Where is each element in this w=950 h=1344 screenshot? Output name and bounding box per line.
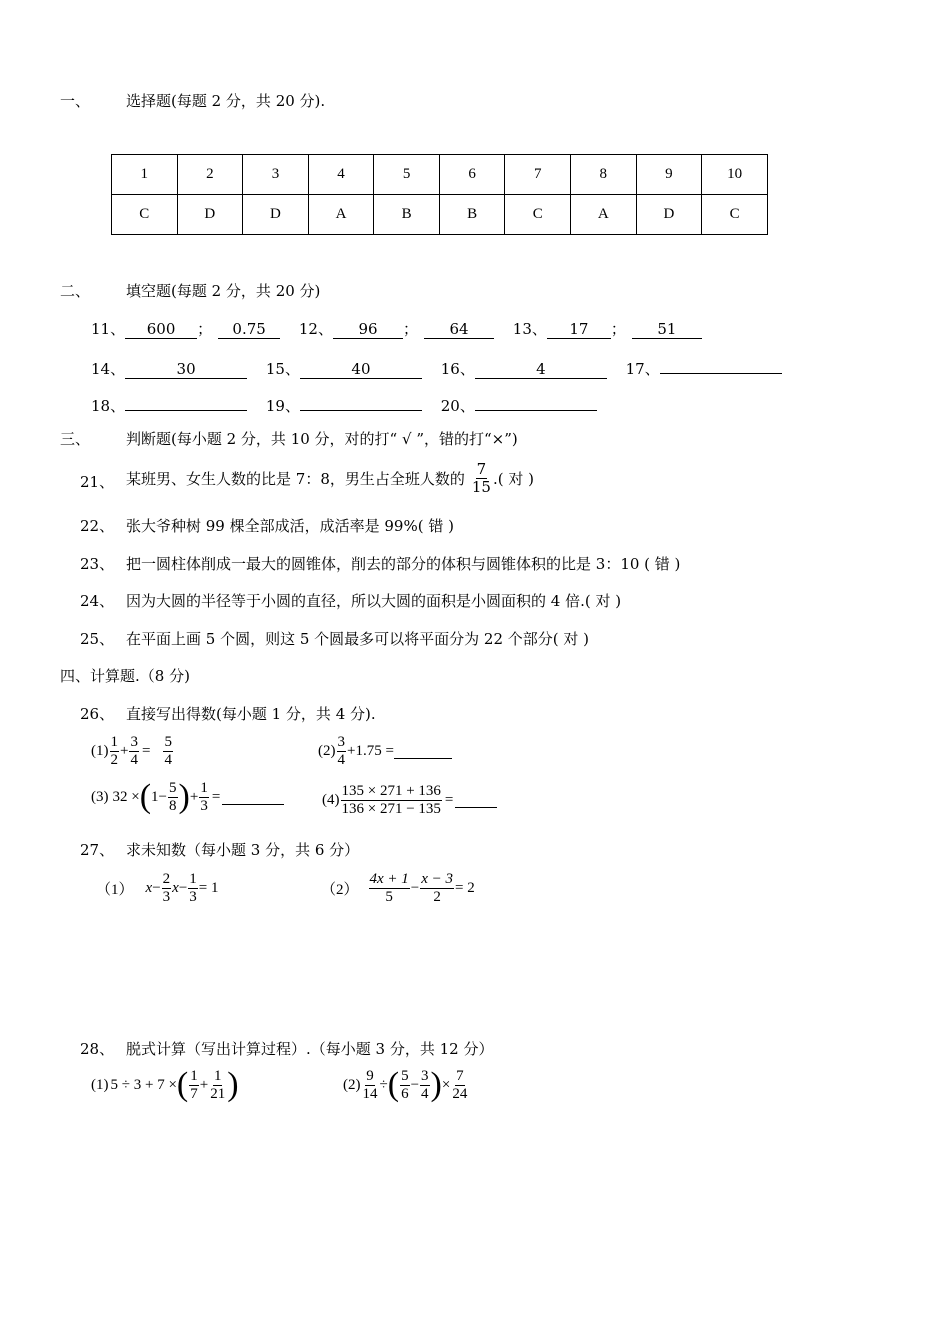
q15-answer: 40 [300, 360, 422, 379]
q21-number: 21、 [80, 473, 115, 491]
q23-text: 把一圆柱体削成一最大的圆锥体，削去的部分的体积与圆锥体积的比是 3：10 ( 错 ) [126, 555, 681, 573]
q28-text: 脱式计算（写出计算过程）.（每小题 3 分，共 12 分） [126, 1040, 494, 1058]
denominator: 6 [401, 1085, 409, 1102]
q11-answer-a: 600 [125, 320, 197, 339]
item-label: （1） [96, 881, 134, 898]
numerator: 7 [476, 460, 487, 478]
answer-table [111, 154, 768, 235]
calc-28-1 [91, 1068, 239, 1102]
fill-row-2 [91, 355, 782, 379]
answer-fraction [163, 734, 173, 768]
section-3-number: 三、 [60, 430, 91, 448]
denominator: 4 [337, 751, 345, 768]
expression: +1.75 = [347, 742, 394, 759]
numerator: 3 [130, 734, 138, 750]
q16-number: 16、 [440, 360, 475, 378]
separator: ； [402, 320, 418, 338]
table-cell: 9 [636, 155, 702, 195]
table-cell: A [570, 195, 636, 235]
q26-text: 直接写出得数(每小题 1 分，共 4 分). [126, 705, 376, 723]
table-cell: 7 [505, 155, 571, 195]
fraction [110, 734, 120, 768]
fraction [420, 871, 454, 905]
table-cell: 4 [308, 155, 374, 195]
q15-number: 15、 [265, 360, 300, 378]
left-paren: ( [387, 1066, 400, 1103]
fraction [209, 1068, 226, 1102]
table-cell: C [112, 195, 178, 235]
table-cell: 1 [112, 155, 178, 195]
q17-answer-blank [660, 355, 782, 374]
table-cell: 2 [177, 155, 243, 195]
fraction [362, 1068, 379, 1102]
fraction [199, 780, 209, 814]
equation-27-2 [321, 871, 475, 905]
denominator: 15 [471, 477, 491, 496]
section-2-number: 二、 [60, 282, 91, 300]
q27-text: 求未知数（每小题 3 分，共 6 分） [126, 841, 360, 859]
q14-answer: 30 [125, 360, 247, 379]
denominator: 7 [190, 1085, 198, 1102]
item-label: (4) [322, 791, 340, 808]
denominator: 2 [433, 888, 441, 905]
denominator: 24 [452, 1085, 468, 1102]
operator: − [158, 788, 168, 805]
calc-26-3 [91, 780, 284, 814]
table-cell: 6 [439, 155, 505, 195]
operator: + [199, 1076, 209, 1093]
equals: = [211, 788, 221, 805]
table-row [112, 155, 768, 195]
numerator: 9 [366, 1068, 374, 1084]
q19-number: 19、 [265, 397, 300, 415]
numerator: 5 [401, 1068, 409, 1084]
table-cell: B [374, 195, 440, 235]
q25-text: 在平面上画 5 个圆，则这 5 个圆最多可以将平面分为 22 个部分( 对 ) [126, 630, 590, 648]
denominator: 14 [362, 1085, 378, 1102]
table-cell: 3 [243, 155, 309, 195]
numerator: 1 [200, 780, 208, 796]
table-cell: A [308, 195, 374, 235]
fraction [129, 734, 139, 768]
q28-number: 28、 [80, 1040, 115, 1058]
numerator: 1 [189, 871, 197, 887]
calc-26-1 [91, 734, 174, 768]
numerator: 1 [213, 1068, 222, 1084]
fraction [337, 734, 347, 768]
q19-answer-blank [300, 392, 422, 411]
q14-number: 14、 [91, 360, 126, 378]
fraction [188, 871, 198, 905]
fraction [420, 1068, 430, 1102]
equals: = [141, 742, 151, 759]
table-cell: C [702, 195, 768, 235]
fill-row-3 [91, 392, 597, 416]
answer-blank [394, 744, 452, 759]
section-3-title: 判断题(每小题 2 分，共 10 分，对的打“ √ ”，错的打“×”) [126, 430, 518, 448]
right-paren: ) [227, 1066, 239, 1103]
number: 1 [151, 788, 159, 805]
operator: − [410, 879, 420, 896]
q13-answer-a: 17 [547, 320, 611, 339]
table-cell: D [177, 195, 243, 235]
table-cell: D [636, 195, 702, 235]
q22-number: 22、 [80, 517, 115, 535]
numerator: 2 [162, 871, 171, 887]
fraction [341, 783, 442, 817]
q13-answer-b: 51 [632, 320, 702, 339]
separator: ； [610, 320, 626, 338]
equals: = [444, 791, 454, 808]
q11-number: 11、 [91, 320, 126, 338]
q18-answer-blank [125, 392, 247, 411]
numerator: 5 [164, 734, 172, 750]
q12-answer-b: 64 [424, 320, 494, 339]
denominator: 3 [200, 797, 208, 814]
left-paren: ( [139, 778, 152, 815]
expression: 5 ÷ 3 + 7 × [110, 1076, 177, 1093]
denominator: 3 [189, 888, 197, 905]
q22-text: 张大爷种树 99 棵全部成活，成活率是 99%( 错 ) [126, 517, 454, 535]
section-2-title: 填空题(每题 2 分，共 20 分) [126, 282, 321, 300]
q23-number: 23、 [80, 555, 115, 573]
table-cell: C [505, 195, 571, 235]
q21-answer: .( 对 ) [492, 469, 534, 488]
section-1-number: 一、 [60, 92, 91, 110]
q12-number: 12、 [298, 320, 333, 338]
numerator: 3 [337, 734, 345, 750]
operator: − [152, 879, 161, 896]
answer-blank [455, 793, 497, 808]
q20-answer-blank [475, 392, 597, 411]
right-paren: ) [430, 1066, 442, 1103]
q12-answer-a: 96 [333, 320, 403, 339]
calc-26-4 [322, 783, 497, 817]
fraction [162, 871, 172, 905]
left-paren: ( [176, 1066, 189, 1103]
fill-row-1 [91, 318, 702, 339]
table-cell: 8 [570, 155, 636, 195]
q21-fraction [471, 461, 492, 495]
table-cell: B [439, 195, 505, 235]
numerator: 135 × 271 + 136 [341, 783, 441, 799]
denominator: 4 [164, 751, 172, 768]
numerator: 1 [110, 734, 118, 750]
denominator: 4 [421, 1085, 429, 1102]
calc-28-2 [343, 1068, 469, 1102]
fraction [189, 1068, 199, 1102]
section-1-title: 选择题(每题 2 分，共 20 分). [126, 92, 326, 110]
item-label: (2) [343, 1076, 361, 1093]
q16-answer: 4 [475, 360, 607, 379]
q25-number: 25、 [80, 630, 115, 648]
q21 [126, 461, 534, 495]
q17-number: 17、 [625, 360, 660, 378]
equation-27-1 [96, 871, 219, 905]
fraction [369, 871, 410, 905]
fraction [400, 1068, 410, 1102]
variable: x [145, 879, 153, 896]
denominator: 5 [385, 888, 393, 905]
q18-number: 18、 [91, 397, 126, 415]
denominator: 21 [210, 1085, 226, 1102]
fraction [451, 1068, 468, 1102]
expression: 32 × [112, 788, 140, 805]
q27-number: 27、 [80, 841, 115, 859]
right-paren: ) [178, 778, 190, 815]
operator: × [441, 1076, 451, 1093]
fraction [168, 780, 178, 814]
numerator: 3 [421, 1068, 429, 1084]
operator: − [178, 879, 188, 896]
table-row [112, 195, 768, 235]
q21-text: 某班男、女生人数的比是 7：8，男生占全班人数的 [126, 469, 465, 488]
numerator: 1 [190, 1068, 198, 1084]
table-cell: 5 [374, 155, 440, 195]
numerator: x − 3 [421, 871, 454, 887]
denominator: 4 [130, 751, 138, 768]
numerator: 4x + 1 [369, 871, 409, 887]
table-cell: 10 [702, 155, 768, 195]
equals: = 1 [198, 879, 219, 896]
equals: = 2 [455, 879, 475, 896]
numerator: 5 [169, 780, 177, 796]
item-label: (1) [91, 1076, 109, 1093]
item-label: (2) [318, 742, 336, 759]
table-cell: D [243, 195, 309, 235]
denominator: 3 [162, 888, 171, 905]
operator: + [120, 742, 129, 759]
separator: ； [197, 320, 213, 338]
item-label: (3) [91, 788, 109, 805]
answer-blank [222, 790, 284, 805]
denominator: 136 × 271 − 135 [341, 800, 441, 817]
variable: x [172, 879, 179, 896]
q24-text: 因为大圆的半径等于小圆的直径，所以大圆的面积是小圆面积的 4 倍.( 对 ) [126, 592, 622, 610]
calc-26-2 [318, 734, 452, 768]
numerator: 7 [456, 1068, 464, 1084]
item-label: （2） [321, 881, 359, 898]
q20-number: 20、 [440, 397, 475, 415]
q24-number: 24、 [80, 592, 115, 610]
operator: + [189, 788, 199, 805]
q26-number: 26、 [80, 705, 115, 723]
operator: − [410, 1076, 420, 1093]
item-label: (1) [91, 742, 109, 759]
operator: ÷ [379, 1076, 388, 1093]
q13-number: 13、 [512, 320, 547, 338]
section-4-title: 四、计算题.（8 分) [60, 667, 190, 685]
q11-answer-b: 0.75 [218, 320, 280, 339]
denominator: 2 [110, 751, 118, 768]
denominator: 8 [169, 797, 177, 814]
